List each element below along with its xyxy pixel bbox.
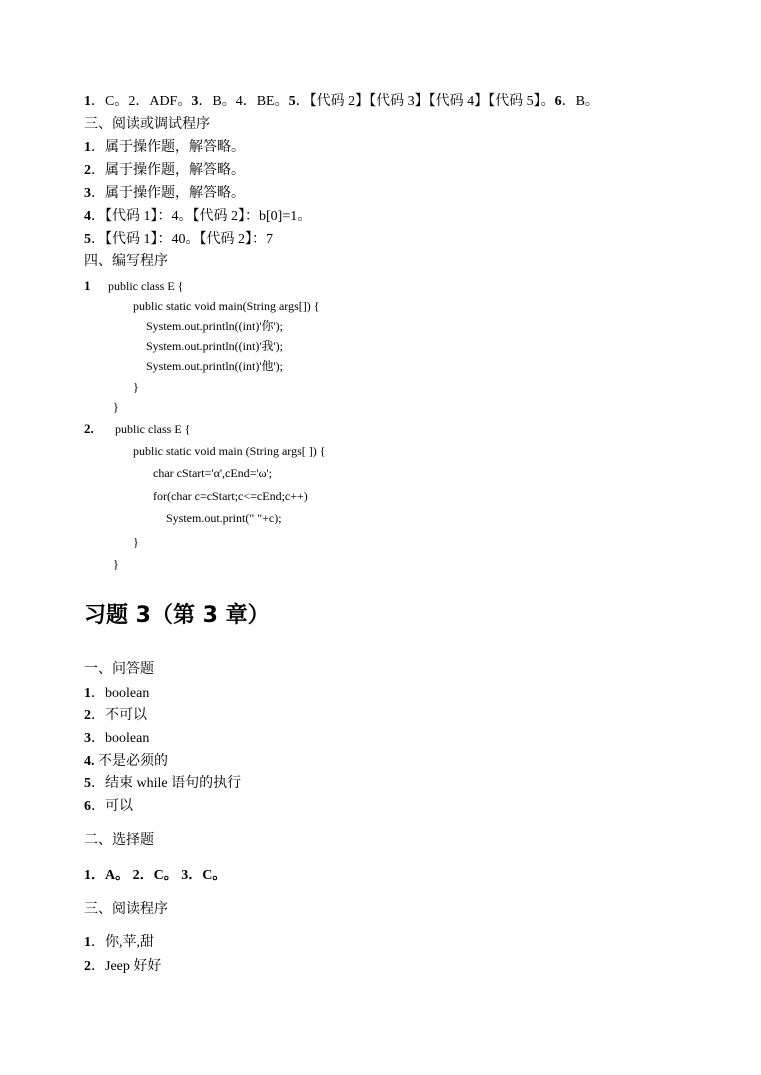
list-item: 3．boolean <box>84 731 150 746</box>
program-number: 2. <box>84 421 94 436</box>
list-item: 5．【代码 1】：40。【代码 2】：7 <box>84 232 273 247</box>
list-item: 2．Jeep 好好 <box>84 959 162 974</box>
code-line: } <box>133 380 139 394</box>
list-item: 3．属于操作题，解答略。 <box>84 186 245 201</box>
code-line: char cStart='α',cEnd='ω'; <box>153 466 272 480</box>
section-title-choice: 二、选择题 <box>84 833 154 848</box>
list-item: 5．结束 while 语句的执行 <box>84 776 242 791</box>
chapter-heading: 习题 3（第 3 章） <box>84 603 270 628</box>
section-title-read-program: 三、阅读程序 <box>84 902 168 917</box>
section-title-qa: 一、问答题 <box>84 662 154 677</box>
list-item: 2．不可以 <box>84 708 147 723</box>
code-line: } <box>133 535 139 549</box>
code-line: } <box>113 557 119 571</box>
list-item: 4．【代码 1】：4。【代码 2】：b[0]=1。 <box>84 209 312 224</box>
list-item: 4. 不是必须的 <box>84 754 168 769</box>
code-line: public class E { <box>108 279 184 293</box>
list-item: 1．你,苹,甜 <box>84 935 154 950</box>
section-title-write-program: 四、编写程序 <box>84 254 168 269</box>
choice-answers: 1．A。 2．C。 3．C。 <box>84 868 227 883</box>
answers-line: 1．C。2．ADF。3．B。4．BE。5．【代码 2】【代码 3】【代码 4】【代码 5】。6．B。 <box>84 94 599 109</box>
code-line: for(char c=cStart;c<=cEnd;c++) <box>153 489 308 503</box>
program-number: 1 <box>84 278 91 293</box>
list-item: 1．boolean <box>84 686 150 701</box>
code-line: System.out.println((int)'我'); <box>146 339 283 353</box>
section-title-read-debug: 三、阅读或调试程序 <box>84 117 210 132</box>
code-line: System.out.print(" "+c); <box>166 511 282 525</box>
code-line: public class E { <box>115 422 191 436</box>
code-line: public static void main(String args[]) { <box>133 299 320 313</box>
code-line: System.out.println((int)'他'); <box>146 359 283 373</box>
list-item: 1．属于操作题，解答略。 <box>84 140 245 155</box>
list-item: 2．属于操作题，解答略。 <box>84 163 245 178</box>
code-line: } <box>113 400 119 414</box>
code-line: System.out.println((int)'你'); <box>146 319 283 333</box>
code-line: public static void main (String args[ ]) { <box>133 444 326 458</box>
list-item: 6．可以 <box>84 799 133 814</box>
